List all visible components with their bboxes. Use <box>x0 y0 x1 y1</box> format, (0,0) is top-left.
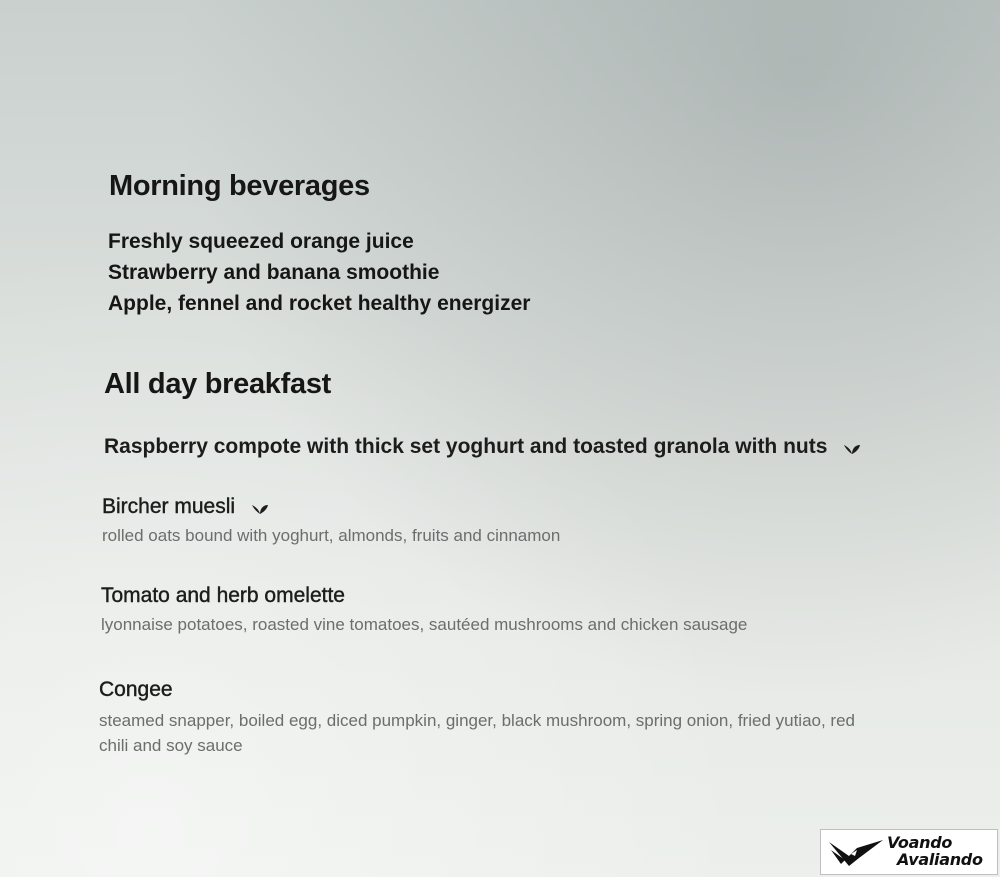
leaf-icon <box>842 442 862 456</box>
bird-logo-icon <box>827 836 885 870</box>
watermark-line1: Voando <box>887 833 953 852</box>
dish-item <box>99 676 879 758</box>
dish-name: Raspberry compote with thick set yoghurt and toasted granola with nuts <box>104 435 828 458</box>
dish-item <box>104 433 862 461</box>
leaf-icon <box>250 502 270 516</box>
beverage-item: Apple, fennel and rocket healthy energizer <box>108 292 531 315</box>
dish-name: Congee <box>99 678 173 701</box>
watermark-line2: Avaliando <box>897 850 983 869</box>
beverage-item: Freshly squeezed orange juice <box>108 230 414 253</box>
dish-description: steamed snapper, boiled egg, diced pumpkin, ginger, black mushroom, spring onion, fried yutiao, red chili and soy sauce <box>99 711 856 755</box>
dish-item <box>101 582 747 637</box>
watermark-text <box>887 834 983 868</box>
dish-item <box>102 493 560 548</box>
morning-beverages-heading: Morning beverages <box>109 170 370 202</box>
dish-description: rolled oats bound with yoghurt, almonds, fruits and cinnamon <box>102 526 561 545</box>
dish-name: Tomato and herb omelette <box>101 584 345 607</box>
dish-name: Bircher muesli <box>102 495 236 518</box>
beverage-item: Strawberry and banana smoothie <box>108 261 440 284</box>
watermark-logo <box>820 829 998 875</box>
dish-description: lyonnaise potatoes, roasted vine tomatoes, sautéed mushrooms and chicken sausage <box>101 615 748 634</box>
beverage-list <box>108 226 530 319</box>
all-day-breakfast-heading: All day breakfast <box>104 368 331 400</box>
